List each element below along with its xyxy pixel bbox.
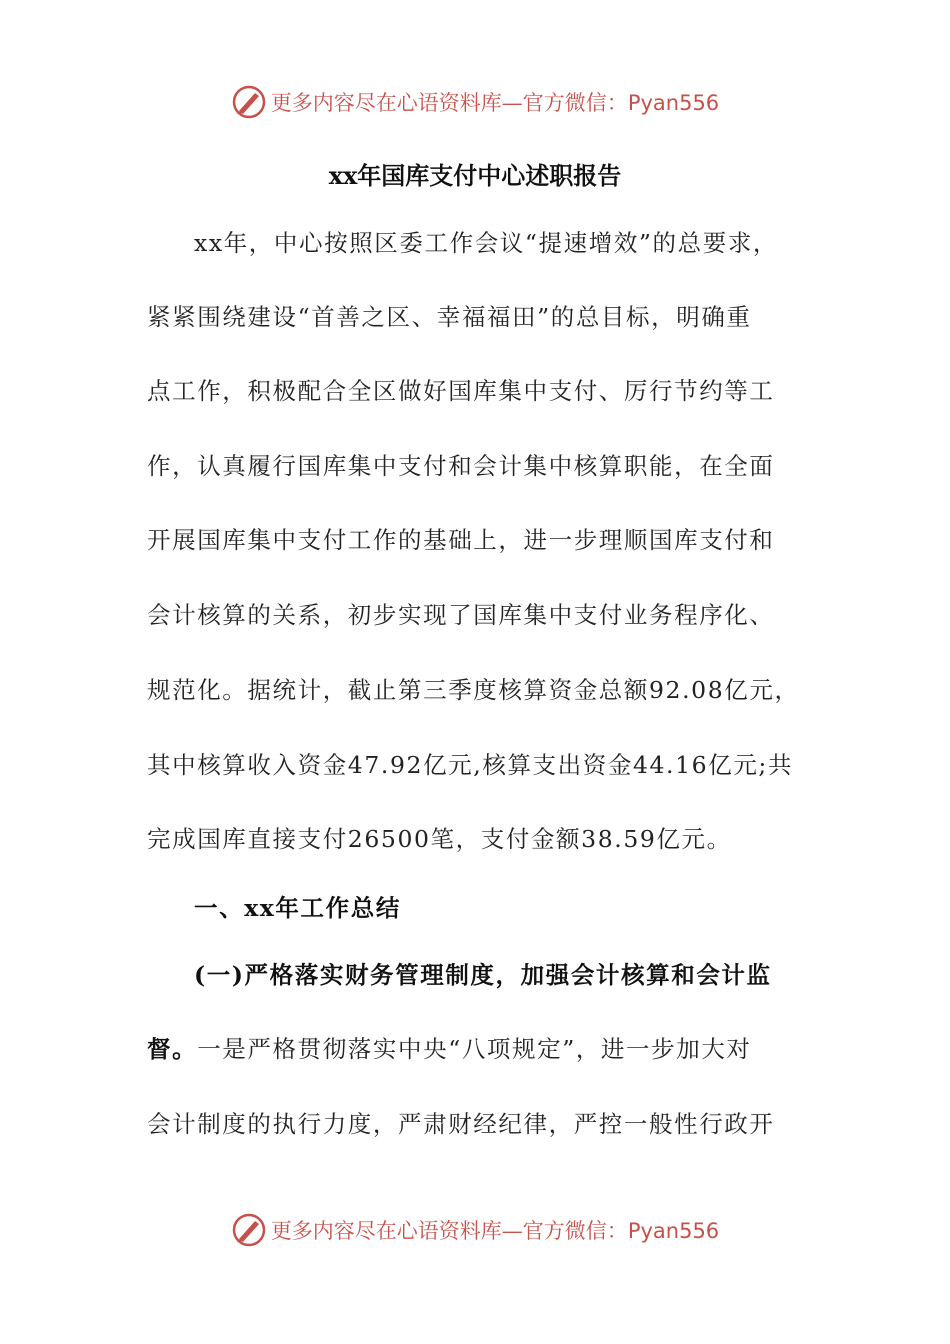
subsection-heading-end: 督。 [147, 1035, 198, 1063]
paragraph-line: 点工作，积极配合全区做好国库集中支付、厉行节约等工 [147, 377, 775, 405]
paragraph-line: 紧紧围绕建设“首善之区、幸福福田”的总目标，明确重 [147, 303, 752, 331]
pen-logo-icon [231, 1212, 267, 1248]
subsection-line [147, 1034, 752, 1064]
section-heading: 一、xx年工作总结 [194, 894, 401, 922]
watermark-banner-bottom [0, 1210, 950, 1250]
paragraph-line: 完成国库直接支付26500笔，支付金额38.59亿元。 [147, 825, 732, 853]
paragraph-line: 规范化。据统计，截止第三季度核算资金总额92.08亿元， [147, 676, 800, 704]
watermark-text: 更多内容尽在心语资料库—官方微信：Pyan556 [270, 1219, 720, 1243]
subsection-line: 会计制度的执行力度，严肃财经纪律，严控一般性行政开 [147, 1110, 775, 1138]
document-title: xx年国库支付中心述职报告 [328, 161, 622, 190]
paragraph-line: 开展国库集中支付工作的基础上，进一步理顺国库支付和 [147, 526, 775, 554]
watermark-banner-top [0, 82, 950, 122]
paragraph-line: 会计核算的关系，初步实现了国库集中支付业务程序化、 [147, 601, 775, 629]
paragraph-line: 其中核算收入资金47.92亿元,核算支出资金44.16亿元;共 [147, 751, 794, 779]
subsection-text: 一是严格贯彻落实中央“八项规定”，进一步加大对 [197, 1035, 752, 1063]
pen-logo-icon [231, 84, 267, 120]
watermark-text: 更多内容尽在心语资料库—官方微信：Pyan556 [270, 91, 720, 115]
paragraph-line: xx年，中心按照区委工作会议“提速增效”的总要求， [194, 229, 779, 257]
subsection-heading: (一)严格落实财务管理制度，加强会计核算和会计监 [194, 961, 772, 989]
paragraph-line: 作，认真履行国库集中支付和会计集中核算职能，在全面 [147, 452, 775, 480]
